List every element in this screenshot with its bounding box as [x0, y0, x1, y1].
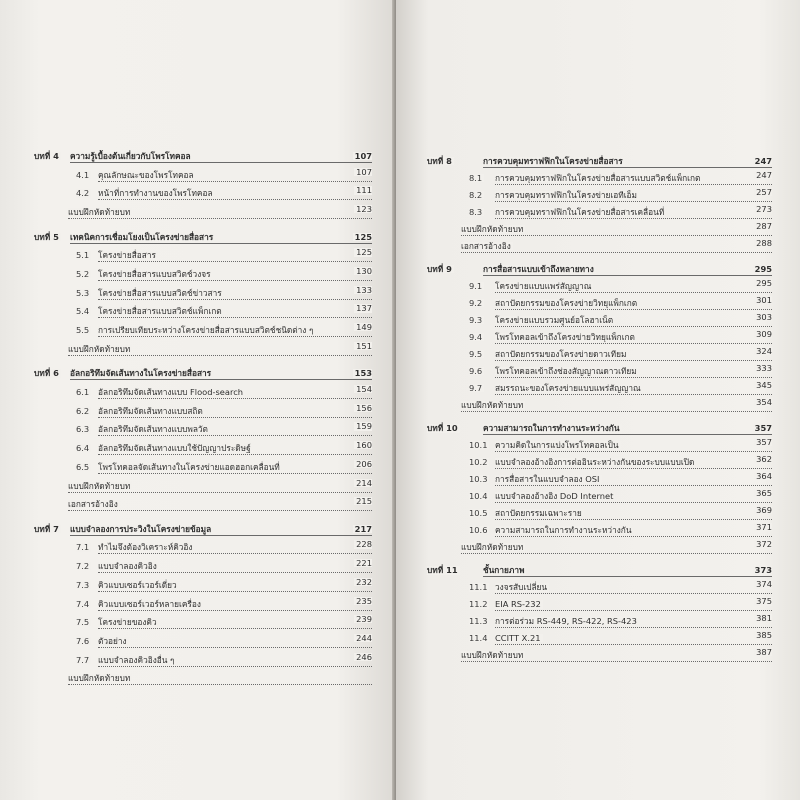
- leader-line: [70, 162, 372, 163]
- section-number: 5.4: [76, 306, 90, 317]
- section-number: 6.2: [76, 405, 90, 416]
- chapter-page-number: 373: [754, 565, 772, 576]
- leader-line: [483, 434, 772, 435]
- leader-dots: [495, 502, 772, 503]
- section-title: แบบจำลองอ้างอิงการต่ออินระหว่างกันของระบบแบบเปิด: [495, 457, 695, 468]
- page-number: 365: [756, 488, 772, 499]
- page-number: 385: [756, 630, 772, 641]
- section-number: 7.2: [76, 561, 90, 572]
- toc-entry: [34, 576, 372, 595]
- section-number: 10.2: [469, 457, 488, 468]
- section-title: โครงข่ายแบบรวมศูนย์อโลฮาเน็ต: [495, 315, 614, 326]
- section-title: การควบคุมทราฟฟิกในโครงข่ายสื่อสารแบบสวิตช์แพ็กเกต: [495, 172, 701, 183]
- toc-entry: [427, 220, 772, 239]
- section-title: แบบจำลองอ้างอิง DoD Internet: [495, 491, 614, 502]
- toc-entry: [427, 630, 772, 648]
- page-number: 287: [756, 220, 772, 231]
- page-number: 149: [356, 322, 372, 333]
- page-number: 232: [356, 576, 372, 587]
- page-number: 371: [756, 521, 772, 532]
- end-matter-title: แบบฝึกหัดท้ายบท: [461, 399, 524, 410]
- leader-dots: [98, 398, 372, 399]
- end-matter-title: เอกสารอ้างอิง: [68, 499, 118, 510]
- leader-dots: [461, 411, 772, 412]
- section-title: EIA RS-232: [495, 599, 541, 610]
- toc-entry: [34, 595, 372, 614]
- leader-dots: [98, 299, 372, 300]
- leader-dots: [68, 510, 372, 511]
- section-title: การสื่อสารในแบบจำลอง OSI: [495, 474, 600, 485]
- section-number: 11.3: [469, 616, 488, 627]
- section-title: โครงข่ายสื่อสาร: [98, 250, 156, 261]
- page-number: 369: [756, 505, 772, 515]
- toc-entry: [34, 674, 372, 688]
- chapter-page-number: 107: [354, 151, 372, 161]
- section-title: สถาปัตยกรรมเฉพาะราย: [495, 508, 582, 518]
- chapter-page-number: 295: [754, 264, 772, 275]
- toc-entry: [427, 488, 772, 506]
- leader-dots: [495, 218, 772, 219]
- toc-entry: [34, 651, 372, 670]
- toc-entry: [427, 379, 772, 398]
- chapter-label: บทที่ 4: [34, 151, 59, 161]
- page-number: 247: [756, 169, 772, 180]
- section-number: 5.1: [76, 250, 90, 261]
- leader-dots: [98, 454, 372, 455]
- toc-entry: [427, 471, 772, 489]
- toc-entry: [427, 437, 772, 455]
- chapter-row: [34, 152, 372, 166]
- section-title: แบบจำลองคิวอิง: [98, 561, 157, 572]
- section-number: 8.1: [469, 172, 483, 183]
- chapter-label: บทที่ 5: [34, 231, 59, 242]
- chapter-label: บทที่ 8: [427, 156, 452, 166]
- section-title: แบบจำลองคิวอิงอื่น ๆ: [98, 654, 175, 665]
- section-number: 7.5: [76, 617, 90, 628]
- section-number: 10.4: [469, 491, 488, 502]
- leader-line: [70, 535, 372, 536]
- chapter-title: การสื่อสารแบบเข้าถึงหลายทาง: [483, 264, 594, 275]
- leader-dots: [495, 377, 772, 378]
- toc-entry: [427, 521, 772, 540]
- leader-dots: [495, 468, 772, 469]
- chapter-row: [427, 265, 772, 279]
- page-number: 137: [356, 303, 372, 314]
- leader-dots: [98, 417, 372, 418]
- chapter-title: ชั้นกายภาพ: [483, 565, 525, 576]
- leader-dots: [68, 218, 372, 219]
- section-number: 9.6: [469, 365, 483, 376]
- chapter-row: [427, 566, 772, 580]
- leader-dots: [98, 628, 372, 629]
- toc-entry: [427, 538, 772, 557]
- section-title: CCITT X.21: [495, 633, 541, 644]
- leader-dots: [495, 326, 772, 327]
- section-number: 6.4: [76, 443, 90, 454]
- toc-entry: [34, 539, 372, 557]
- section-title: คิวแบบเซอร์เวอร์เดี่ยว: [98, 579, 177, 590]
- section-number: 9.4: [469, 332, 483, 342]
- chapter-label: บทที่ 7: [34, 523, 59, 534]
- chapter-row: [34, 525, 372, 539]
- end-matter-title: แบบฝึกหัดท้ายบท: [68, 343, 131, 354]
- toc-entry: [427, 186, 772, 205]
- toc-entry: [34, 632, 372, 651]
- page-number: 125: [356, 247, 372, 258]
- section-number: 6.1: [76, 387, 90, 397]
- leader-dots: [495, 593, 772, 594]
- section-title: วงจรสับเปลี่ยน: [495, 582, 548, 593]
- toc-entry: [34, 384, 372, 402]
- leader-dots: [98, 610, 372, 611]
- leader-dots: [98, 591, 372, 592]
- toc-entry: [34, 266, 372, 284]
- toc-entry: [427, 454, 772, 472]
- leader-dots: [98, 572, 372, 573]
- section-number: 8.2: [469, 189, 483, 200]
- leader-line: [483, 167, 772, 168]
- page-number: 372: [756, 538, 772, 549]
- toc-entry: [427, 396, 772, 415]
- page-number: 221: [356, 558, 372, 569]
- toc-entry: [427, 295, 772, 313]
- section-number: 9.1: [469, 281, 483, 292]
- page-number: 160: [356, 440, 372, 451]
- leader-dots: [98, 647, 372, 648]
- page-number: 301: [756, 295, 772, 306]
- toc-entry: [34, 166, 372, 185]
- chapter-page-number: 247: [754, 156, 772, 166]
- chapter-title: ความรู้เบื้องต้นเกี่ยวกับโพรโทคอล: [70, 151, 191, 161]
- page-number: 133: [356, 284, 372, 295]
- toc-entry: [427, 169, 772, 188]
- section-title: โครงข่ายสื่อสารแบบสวิตช์แพ็กเกต: [98, 306, 222, 317]
- section-number: 5.2: [76, 269, 90, 279]
- toc-entry: [34, 440, 372, 458]
- leader-dots: [461, 235, 772, 236]
- toc-entry: [34, 284, 372, 303]
- page-number: 239: [356, 614, 372, 625]
- section-title: โพรโทคอลจัดเส้นทางในโครงข่ายแอดฮอกเคลื่อนที่: [98, 461, 280, 472]
- section-title: การควบคุมทราฟฟิกในโครงข่ายสื่อสารเคลื่อนที่: [495, 206, 665, 217]
- toc-entry: [34, 496, 372, 514]
- chapter-row: [427, 157, 772, 171]
- page-number: 333: [756, 362, 772, 373]
- section-title: โพรโทคอลเข้าถึงช่องสัญญาณดาวเทียม: [495, 365, 637, 376]
- section-title: ความคิดในการแบ่งโพรโทคอลเป็น: [495, 440, 619, 451]
- leader-dots: [68, 492, 372, 493]
- page-number: 214: [356, 477, 372, 488]
- end-matter-title: แบบฝึกหัดท้ายบท: [461, 223, 524, 234]
- chapter-title: ความสามารถในการทำงานระหว่างกัน: [483, 423, 620, 434]
- toc-entry: [427, 613, 772, 631]
- section-number: 4.1: [76, 169, 90, 180]
- chapter-label: บทที่ 10: [427, 423, 458, 434]
- page-number: 228: [356, 539, 372, 550]
- section-title: การต่อร่วม RS-449, RS-422, RS-423: [495, 616, 637, 627]
- toc-entry: [427, 647, 772, 665]
- page-number: 324: [756, 345, 772, 356]
- toc-entry: [427, 203, 772, 222]
- page-number: 295: [756, 278, 772, 289]
- chapter-title: เทคนิคการเชื่อมโยงเป็นโครงข่ายสื่อสาร: [70, 231, 214, 242]
- toc-entry: [427, 596, 772, 614]
- section-title: ตัวอย่าง: [98, 635, 127, 646]
- leader-dots: [495, 343, 772, 344]
- page-number: 375: [756, 596, 772, 607]
- toc-entry: [427, 345, 772, 364]
- page-number: 206: [356, 458, 372, 469]
- toc-entry: [427, 579, 772, 597]
- leader-dots: [495, 519, 772, 520]
- toc-entry: [427, 237, 772, 256]
- leader-dots: [495, 360, 772, 361]
- section-number: 5.5: [76, 325, 90, 336]
- chapter-page-number: 357: [754, 423, 772, 434]
- page-number: 345: [756, 379, 772, 390]
- leader-dots: [98, 261, 372, 262]
- section-number: 6.5: [76, 461, 90, 472]
- chapter-page-number: 217: [354, 523, 372, 534]
- toc-entry: [427, 278, 772, 296]
- section-title: โพรโทคอลเข้าถึงโครงข่ายวิทยุแพ็กเกต: [495, 332, 635, 342]
- page-number: 123: [356, 204, 372, 215]
- section-number: 6.3: [76, 424, 90, 435]
- page-number: 154: [356, 384, 372, 394]
- end-matter-title: แบบฝึกหัดท้ายบท: [68, 480, 131, 491]
- page-number: 303: [756, 312, 772, 323]
- section-title: โครงข่ายของคิว: [98, 617, 157, 628]
- leader-dots: [461, 252, 772, 253]
- section-number: 8.3: [469, 206, 483, 217]
- section-number: 7.7: [76, 654, 90, 665]
- end-matter-title: แบบฝึกหัดท้ายบท: [461, 541, 524, 552]
- page-number: 130: [356, 266, 372, 276]
- toc-entry: [34, 303, 372, 321]
- chapter-row: [34, 233, 372, 247]
- leader-dots: [495, 201, 772, 202]
- end-matter-title: แบบฝึกหัดท้ายบท: [461, 650, 524, 661]
- leader-line: [70, 243, 372, 244]
- page-number: 364: [756, 471, 772, 482]
- section-number: 10.5: [469, 508, 488, 518]
- section-number: 7.4: [76, 598, 90, 609]
- toc-entry: [34, 614, 372, 632]
- leader-dots: [495, 485, 772, 486]
- chapter-page-number: 153: [354, 368, 372, 379]
- section-number: 11.2: [469, 599, 488, 610]
- page-number: 215: [356, 496, 372, 507]
- leader-dots: [98, 280, 372, 281]
- section-number: 9.2: [469, 298, 483, 309]
- section-number: 10.3: [469, 474, 488, 485]
- leader-dots: [98, 181, 372, 182]
- leader-dots: [495, 536, 772, 537]
- section-number: 9.7: [469, 382, 483, 393]
- leader-dots: [495, 309, 772, 310]
- toc-entry: [427, 312, 772, 330]
- section-title: โครงข่ายสื่อสารแบบสวิตช์ข่าวสาร: [98, 287, 222, 298]
- leader-dots: [98, 553, 372, 554]
- leader-dots: [68, 684, 372, 685]
- chapter-page-number: 125: [354, 231, 372, 242]
- leader-dots: [495, 184, 772, 185]
- toc-entry: [34, 322, 372, 340]
- toc-entry: [427, 329, 772, 347]
- section-number: 9.3: [469, 315, 483, 326]
- page-number: 257: [756, 186, 772, 197]
- section-title: หน้าที่การทำงานของโพรโทคอล: [98, 188, 213, 199]
- page-number: 309: [756, 329, 772, 339]
- leader-dots: [461, 553, 772, 554]
- toc-entry: [34, 340, 372, 359]
- section-number: 4.2: [76, 188, 90, 199]
- page-number: 354: [756, 396, 772, 407]
- section-title: โครงข่ายสื่อสารแบบสวิตช์วงจร: [98, 269, 211, 279]
- section-number: 5.3: [76, 287, 90, 298]
- section-title: โครงข่ายแบบแพร่สัญญาณ: [495, 281, 592, 292]
- section-title: การเปรียบเทียบระหว่างโครงข่ายสื่อสารแบบสวิตช์ชนิดต่าง ๆ: [98, 325, 314, 336]
- leader-dots: [98, 317, 372, 318]
- section-number: 7.3: [76, 579, 90, 590]
- page-number: 159: [356, 421, 372, 432]
- right-page: [396, 0, 800, 800]
- toc-entry: [34, 558, 372, 576]
- toc-entry: [34, 458, 372, 477]
- leader-line: [483, 275, 772, 276]
- page-number: 111: [356, 185, 372, 196]
- leader-dots: [495, 644, 772, 645]
- toc-entry: [34, 402, 372, 421]
- leader-dots: [495, 451, 772, 452]
- chapter-label: บทที่ 6: [34, 368, 59, 379]
- section-number: 10.6: [469, 524, 488, 535]
- toc-entry: [34, 185, 372, 203]
- leader-dots: [495, 292, 772, 293]
- page-number: 235: [356, 595, 372, 606]
- page-number: 288: [756, 237, 772, 248]
- page-number: 381: [756, 613, 772, 624]
- leader-dots: [461, 661, 772, 662]
- toc-entry: [34, 204, 372, 222]
- chapter-title: อัลกอริทึมจัดเส้นทางในโครงข่ายสื่อสาร: [70, 368, 212, 379]
- end-matter-title: แบบฝึกหัดท้ายบท: [68, 207, 131, 218]
- page-number: 387: [756, 647, 772, 658]
- section-number: 9.5: [469, 348, 483, 359]
- leader-dots: [98, 435, 372, 436]
- chapter-label: บทที่ 9: [427, 264, 452, 275]
- leader-dots: [98, 336, 372, 337]
- section-title: คิวแบบเซอร์เวอร์หลายเครื่อง: [98, 598, 201, 609]
- page-number: 246: [356, 651, 372, 662]
- toc-entry: [427, 362, 772, 381]
- leader-dots: [495, 394, 772, 395]
- toc-entry: [34, 421, 372, 439]
- section-number: 11.4: [469, 633, 488, 644]
- page-number: 151: [356, 340, 372, 351]
- section-title: การควบคุมทราฟฟิกในโครงข่ายเอทีเอ็ม: [495, 189, 637, 200]
- leader-dots: [98, 666, 372, 667]
- section-title: อัลกอริทึมจัดเส้นทางแบบพลวัต: [98, 424, 208, 435]
- section-number: 10.1: [469, 440, 488, 451]
- leader-dots: [495, 627, 772, 628]
- section-title: สถาปัตยกรรมของโครงข่ายดาวเทียม: [495, 348, 627, 359]
- left-page: [0, 0, 396, 800]
- page-number: 273: [756, 203, 772, 214]
- chapter-row: [34, 369, 372, 383]
- leader-dots: [98, 199, 372, 200]
- page-number: 362: [756, 454, 772, 465]
- section-title: อัลกอริทึมจัดเส้นทางแบบ Flood-search: [98, 387, 244, 397]
- section-title: สถาปัตยกรรมของโครงข่ายวิทยุแพ็กเกต: [495, 298, 638, 309]
- leader-dots: [68, 355, 372, 356]
- page-number: 244: [356, 632, 372, 643]
- section-title: อัลกอริทึมจัดเส้นทางแบบใช้ปัญญาประดิษฐ์: [98, 443, 251, 454]
- leader-dots: [98, 473, 372, 474]
- section-number: 11.1: [469, 582, 488, 593]
- section-title: อัลกอริทึมจัดเส้นทางแบบสถิต: [98, 405, 203, 416]
- section-title: สมรรถนะของโครงข่ายแบบแพร่สัญญาณ: [495, 382, 641, 393]
- leader-dots: [495, 610, 772, 611]
- section-title: คุณลักษณะของโพรโทคอล: [98, 169, 194, 180]
- page-number: 107: [356, 166, 372, 177]
- page-number: 156: [356, 402, 372, 413]
- leader-line: [483, 576, 772, 577]
- toc-entry: [34, 247, 372, 265]
- end-matter-title: เอกสารอ้างอิง: [461, 240, 511, 251]
- leader-line: [70, 379, 372, 380]
- toc-entry: [34, 477, 372, 496]
- chapter-label: บทที่ 11: [427, 565, 458, 576]
- page-number: 374: [756, 579, 772, 590]
- section-number: 7.6: [76, 635, 90, 646]
- page-number: 357: [756, 437, 772, 448]
- toc-entry: [427, 505, 772, 523]
- chapter-row: [427, 424, 772, 438]
- section-number: 7.1: [76, 542, 90, 553]
- section-title: ทำไมจึงต้องวิเคราะห์คิวอิง: [98, 542, 193, 553]
- end-matter-title: แบบฝึกหัดท้ายบท: [68, 673, 131, 684]
- chapter-title: การควบคุมทราฟฟิกในโครงข่ายสื่อสาร: [483, 156, 623, 166]
- section-title: ความสามารถในการทำงานระหว่างกัน: [495, 524, 632, 535]
- chapter-title: แบบจำลองการประวิงในโครงข่ายข้อมูล: [70, 523, 212, 534]
